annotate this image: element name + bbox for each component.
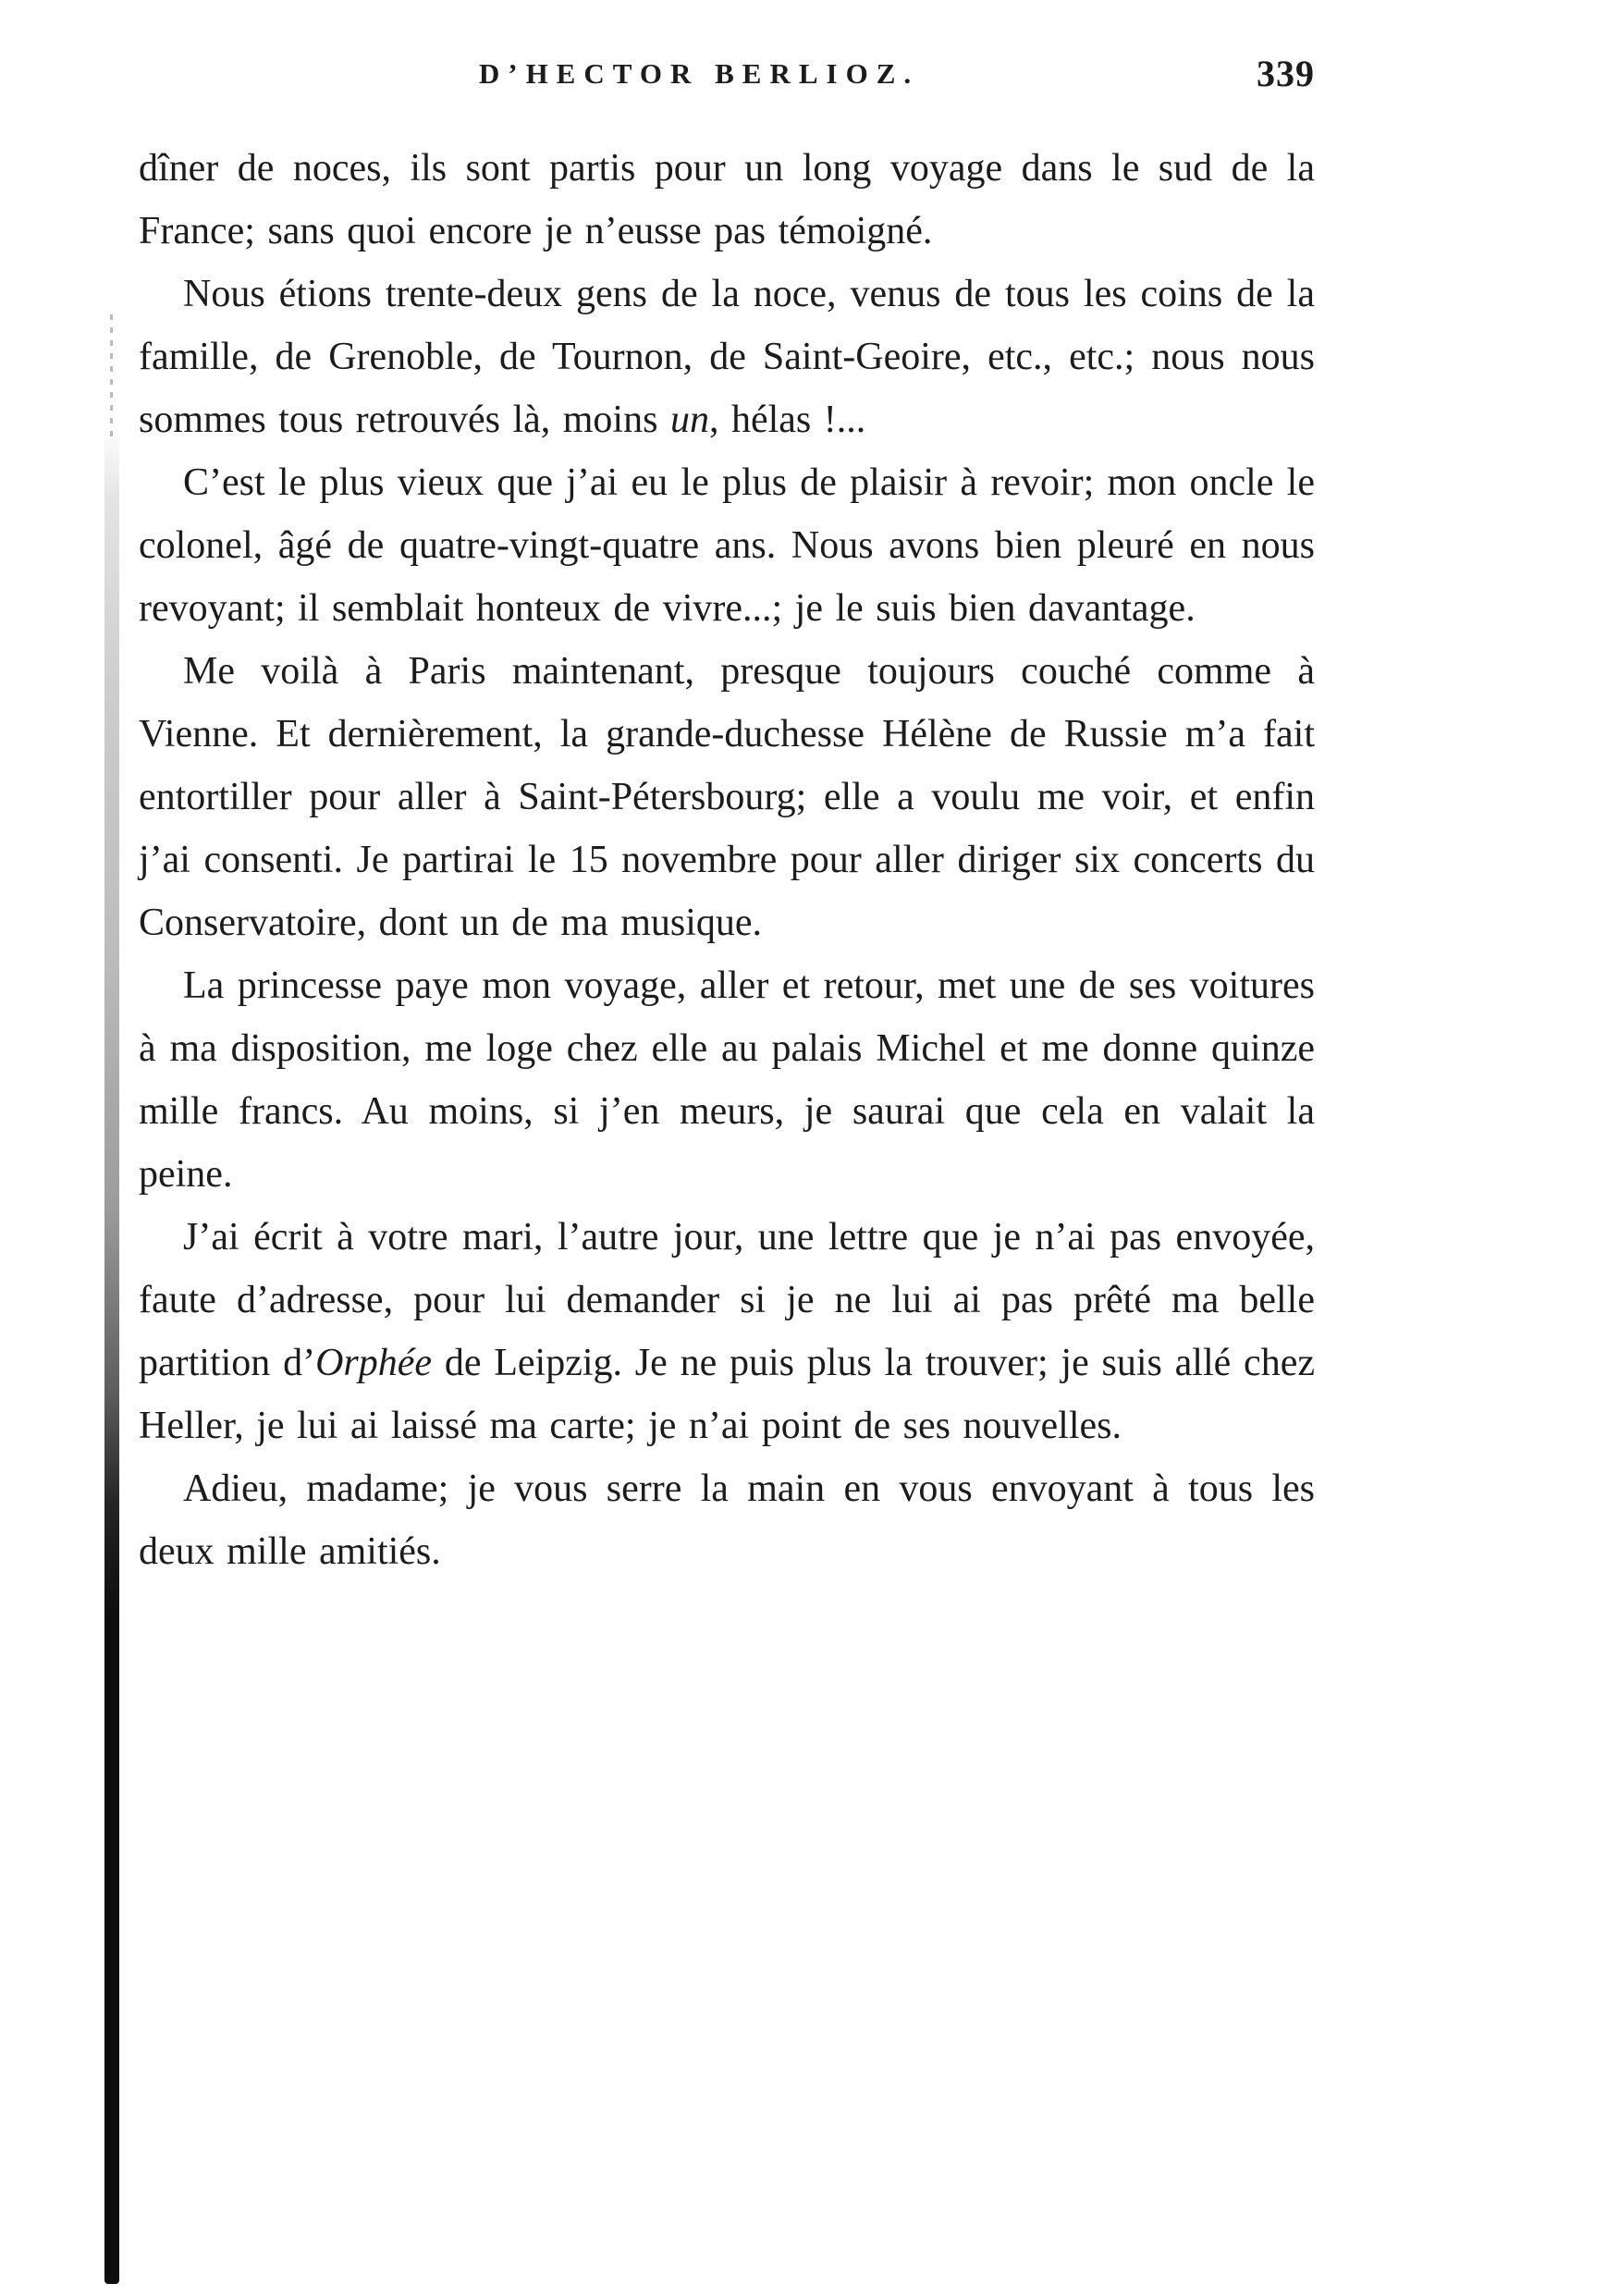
paragraph: [139, 263, 1315, 451]
italic-text-segment: un: [669, 399, 709, 441]
text-segment: dîner de noces, ils sont partis pour un long voyage dans le sud de la France; sans quoi encore je n’eusse pas témoigné.: [139, 147, 1315, 252]
paragraph: [139, 640, 1315, 954]
paragraph: [139, 451, 1315, 640]
running-title: D’HECTOR BERLIOZ.: [478, 57, 920, 90]
scan-binding-artifact: [104, 425, 119, 2284]
text-segment: J’ai écrit à votre mari, l’autre jour, une lettre que je n’ai pas envoyée, faute d’adresse, pour lui demander si je ne lui ai pas prêté ma belle partition d’: [139, 1216, 1315, 1384]
paragraph: [139, 1206, 1315, 1457]
text-segment: Adieu, madame; je vous serre la main en vous envoyant à tous les deux mille amitiés.: [139, 1467, 1315, 1573]
paragraph: [139, 954, 1315, 1206]
text-block: [139, 137, 1315, 1583]
text-segment: C’est le plus vieux que j’ai eu le plus de plaisir à revoir; mon oncle le colonel, âgé de quatre-vingt-quatre ans. Nous avons bien pleuré en nous revoyant; il semblait honteux de vivre...; je le suis bien davantage.: [139, 461, 1315, 630]
text-segment: Nous étions trente-deux gens de la noce, venus de tous les coins de la famille, de Grenoble, de Tournon, de Saint-Geoire, etc., etc.; nous nous sommes tous retrouvés là, moins: [139, 273, 1315, 441]
text-segment: de Leipzig. Je ne puis plus la trouver; je suis allé chez Heller, je lui ai laissé ma carte; je n’ai point de ses nouvelles.: [139, 1342, 1315, 1447]
page-number: 339: [1257, 53, 1315, 94]
running-header: [139, 53, 1315, 105]
text-segment: Me voilà à Paris maintenant, presque toujours couché comme à Vienne. Et dernièrement, la grande-duchesse Hélène de Russie m’a fait entortiller pour aller à Saint-Pétersbourg; elle a voulu me voir, et enfin j’ai consenti. Je partirai le 15 novembre pour aller diriger six concerts du Conservatoire, dont un de ma musique.: [139, 650, 1315, 944]
paragraph: [139, 137, 1315, 263]
italic-text-segment: Orphée: [315, 1342, 433, 1384]
paragraph: [139, 1457, 1315, 1583]
text-segment: La princesse paye mon voyage, aller et retour, met une de ses voitures à ma disposition, me loge chez elle au palais Michel et me donne quinze mille francs. Au moins, si j’en meurs, je saurai que cela en valait la peine.: [139, 964, 1315, 1196]
text-segment: , hélas !...: [708, 399, 866, 441]
